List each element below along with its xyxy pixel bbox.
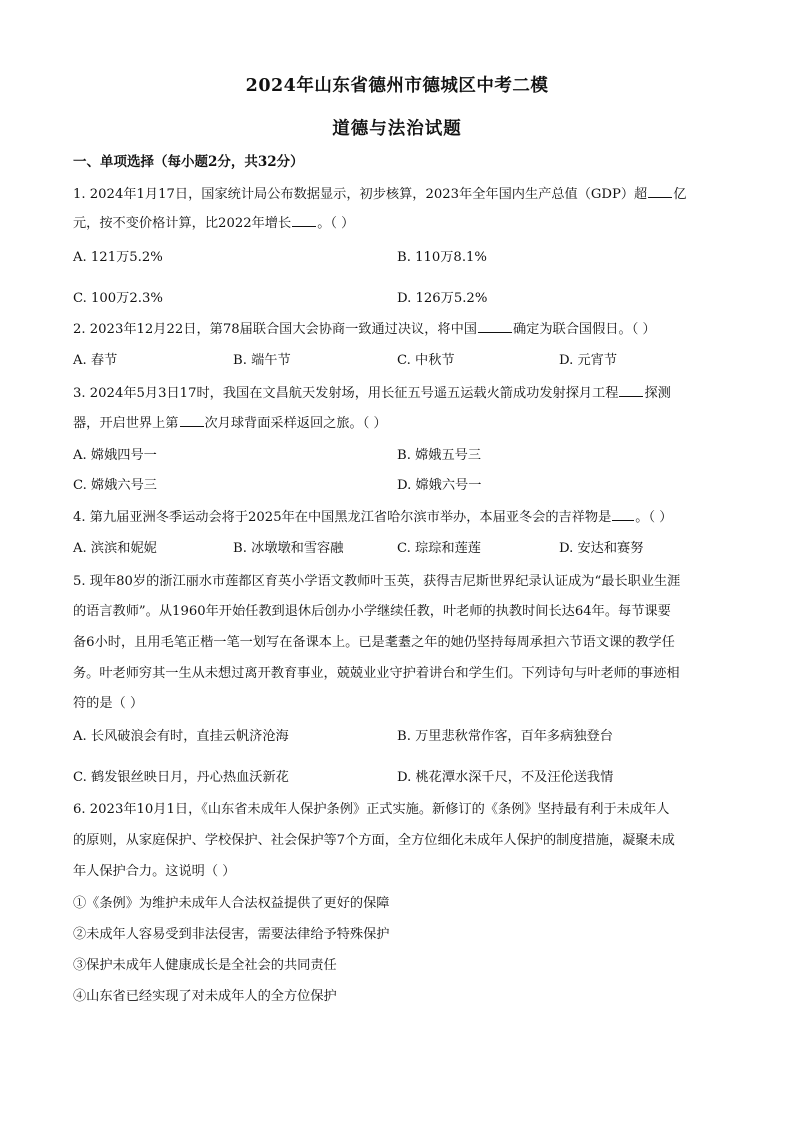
q1-option-d: D. 126万5.2% <box>397 291 488 306</box>
q6-item-4: ④山东省已经实现了对未成年人的全方位保护 <box>73 989 337 1004</box>
q6-item-3: ③保护未成年人健康成长是全社会的共同责任 <box>73 958 337 973</box>
answer-blank <box>612 507 634 521</box>
q5-line4: 务。叶老师穷其一生从未想过离开教育事业，兢兢业业守护着讲台和学生们。下列诗句与叶老师的事迹相 <box>73 666 680 681</box>
answer-blank <box>180 413 204 427</box>
q4-text: 4. 第九届亚洲冬季运动会将于2025年在中国黑龙江省哈尔滨市举办，本届亚冬会的吉祥物是 <box>73 510 612 525</box>
q3-text: 器，开启世界上第 <box>73 416 179 431</box>
q4-option-a: A. 滨滨和妮妮 <box>73 541 157 556</box>
answer-blank <box>478 319 512 333</box>
q2-option-b: B. 端午节 <box>233 353 291 368</box>
q1-option-b: B. 110万8.1% <box>397 250 487 265</box>
q2-text: 确定为联合国假日。（ ） <box>513 322 656 337</box>
q6-item-2: ②未成年人容易受到非法侵害，需要法律给予特殊保护 <box>73 927 390 942</box>
q2-option-d: D. 元宵节 <box>559 353 618 368</box>
q2-option-a: A. 春节 <box>73 353 118 368</box>
q1-option-a: A. 121万5.2% <box>73 250 163 265</box>
q5-line1: 5. 现年80岁的浙江丽水市莲都区育英小学语文教师叶玉英，获得吉尼斯世界纪录认证成为“最长职业生涯 <box>73 574 681 589</box>
exam-title: 2024年山东省德州市德城区中考二模 <box>245 76 549 96</box>
q3-option-d: D. 嫦娥六号一 <box>397 478 482 493</box>
q2-text: 2. 2023年12月22日，第78届联合国大会协商一致通过决议，将中国 <box>73 322 477 337</box>
q4-option-d: D. 安达和赛努 <box>559 541 644 556</box>
q4-option-c: C. 琮琮和莲莲 <box>397 541 481 556</box>
exam-subtitle: 道德与法治试题 <box>332 119 462 139</box>
q5-option-b: B. 万里悲秋常作客，百年多病独登台 <box>397 729 613 744</box>
q4-line1 <box>73 506 672 525</box>
q3-option-b: B. 嫦娥五号三 <box>397 448 482 463</box>
q4-option-b: B. 冰墩墩和雪容融 <box>233 541 344 556</box>
q3-text: 探测 <box>644 386 671 401</box>
q1-option-c: C. 100万2.3% <box>73 291 163 306</box>
q3-text: 次月球背面采样返回之旅。（ ） <box>204 416 387 431</box>
q6-line3: 年人保护合力。这说明（ ） <box>73 864 236 879</box>
q1-line2 <box>73 212 354 231</box>
q4-text: 。（ ） <box>635 510 673 525</box>
answer-blank <box>619 383 643 397</box>
answer-blank <box>292 213 316 227</box>
q5-line2: 的语言教师”。从1960年开始任教到退休后创办小学继续任教，叶老师的执教时间长达64年。每节课要 <box>73 604 671 619</box>
q1-text: 亿 <box>673 187 687 202</box>
q3-option-c: C. 嫦娥六号三 <box>73 478 157 493</box>
q2-option-c: C. 中秋节 <box>397 353 455 368</box>
q3-option-a: A. 嫦娥四号一 <box>73 448 157 463</box>
section-heading: 一、单项选择（每小题2分，共32分） <box>73 154 304 170</box>
q3-line1 <box>73 382 671 401</box>
q5-option-d: D. 桃花潭水深千尺，不及汪伦送我情 <box>397 770 614 785</box>
answer-blank <box>648 184 672 198</box>
q5-option-a: A. 长风破浪会有时，直挂云帆济沧海 <box>73 729 289 744</box>
q6-line2: 的原则，从家庭保护、学校保护、社会保护等7个方面，全方位细化未成年人保护的制度措施，凝聚未成 <box>73 833 675 848</box>
q6-item-1: ①《条例》为维护未成年人合法权益提供了更好的保障 <box>73 896 390 911</box>
q1-text: 。（ ） <box>317 216 355 231</box>
q1-text: 1. 2024年1月17日，国家统计局公布数据显示，初步核算，2023年全年国内生产总值（GDP）超 <box>73 187 648 202</box>
q2-line1 <box>73 318 656 337</box>
q3-line2 <box>73 412 387 431</box>
q5-line5: 符的是（ ） <box>73 696 144 711</box>
q5-line3: 备6小时，且用毛笔正楷一笔一划写在备课本上。已是耄耋之年的她仍坚持每周承担六节语文课的教学任 <box>73 635 675 650</box>
q3-text: 3. 2024年5月3日17时，我国在文昌航天发射场，用长征五号遥五运载火箭成功发射探月工程 <box>73 386 619 401</box>
q1-text: 元，按不变价格计算，比2022年增长 <box>73 216 292 231</box>
q1-line1 <box>73 183 686 202</box>
q5-option-c: C. 鹤发银丝映日月，丹心热血沃新花 <box>73 770 289 785</box>
q6-line1: 6. 2023年10月1日，《山东省未成年人保护条例》正式实施。新修订的《条例》坚持最有利于未成年人 <box>73 802 670 817</box>
